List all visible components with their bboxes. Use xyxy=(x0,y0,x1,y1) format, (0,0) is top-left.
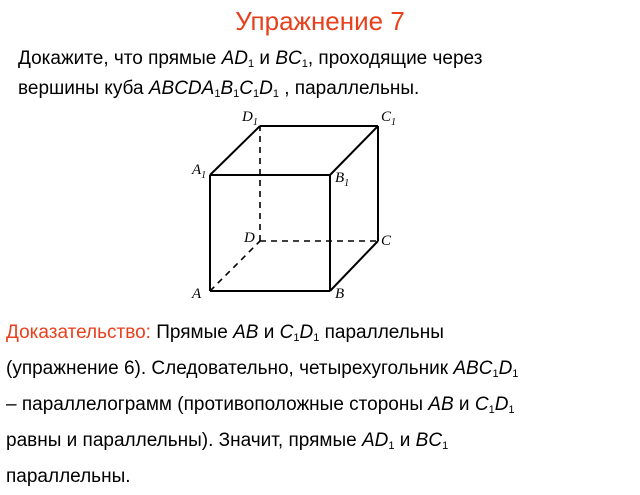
proof-label: Доказательство: xyxy=(6,322,151,343)
cube-diagram xyxy=(180,104,410,306)
quadrilateral-name: ABC xyxy=(453,358,493,379)
statement-text: вершины куба xyxy=(18,78,149,99)
subscript: 1 xyxy=(248,58,255,70)
proof-line-1 xyxy=(6,315,636,351)
segment-c1d1: D xyxy=(299,322,314,343)
cube-name: C xyxy=(239,78,253,99)
statement-text: , проходящие через xyxy=(307,48,483,69)
segment-ab: AB xyxy=(428,394,454,415)
cube-name: D xyxy=(259,78,273,99)
segment-c1d1: D xyxy=(494,394,509,415)
proof-text-run: и xyxy=(258,322,280,343)
exercise-statement xyxy=(18,44,628,104)
proof-text-run: параллельны. xyxy=(6,466,131,487)
statement-text: , параллельны. xyxy=(278,78,420,99)
edge-a1-d1 xyxy=(210,126,260,175)
proof-text-run: и xyxy=(394,430,416,451)
vertex-d1-label: $D_1$ xyxy=(242,109,258,128)
proof-line-3 xyxy=(6,387,636,423)
subscript: 1 xyxy=(233,88,240,100)
line-ad: AD xyxy=(361,430,389,451)
proof-line-4 xyxy=(6,423,636,459)
vertex-b-label: B xyxy=(335,286,345,302)
statement-line-1 xyxy=(18,44,628,74)
subscript: 1 xyxy=(272,88,279,100)
subscript: 1 xyxy=(508,404,515,416)
subscript: 1 xyxy=(512,368,519,380)
subscript: 1 xyxy=(301,58,308,70)
edge-b1-c1 xyxy=(330,126,378,175)
vertex-d-label: D xyxy=(244,230,255,246)
proof-text-run: параллельны xyxy=(319,322,444,343)
vertex-b1-label: $B_1$ xyxy=(335,170,350,189)
vertex-a1-label: $A_1$ xyxy=(192,162,207,181)
subscript: 1 xyxy=(293,332,300,344)
proof-text-run: и xyxy=(453,394,475,415)
cube-name: ABCDA xyxy=(148,78,215,99)
subscript: 1 xyxy=(214,88,221,100)
line-ad: AD xyxy=(221,48,249,69)
proof-line-5 xyxy=(6,459,636,495)
proof-text-run: равны и параллельны). Значит, прямые xyxy=(6,430,362,451)
statement-line-2 xyxy=(18,74,628,104)
line-bc: BC xyxy=(275,48,302,69)
proof-text-run: – параллелограмм (противоположные стороны xyxy=(6,394,429,415)
line-bc: BC xyxy=(415,430,443,451)
segment-c1d1: C xyxy=(279,322,294,343)
quadrilateral-name: D xyxy=(498,358,513,379)
cube-name: B xyxy=(220,78,234,99)
subscript: 1 xyxy=(442,440,449,452)
subscript: 1 xyxy=(252,88,260,100)
subscript: 1 xyxy=(492,368,499,380)
segment-c1d1: C xyxy=(474,394,489,415)
vertex-c1-label: $C_1$ xyxy=(381,109,397,128)
proof-text xyxy=(6,315,636,495)
proof-text-run: (упражнение 6). Следовательно, четырехугольник xyxy=(6,358,454,379)
vertex-a-label: A xyxy=(192,286,202,302)
edge-a-d xyxy=(210,241,260,291)
subscript: 1 xyxy=(388,440,395,452)
proof-line-2 xyxy=(6,351,636,387)
page-title: Упражнение 7 xyxy=(235,6,405,36)
statement-text: Докажите, что прямые xyxy=(18,48,222,69)
subscript: 1 xyxy=(313,332,320,344)
edge-b-c xyxy=(330,241,378,291)
statement-text: и xyxy=(254,48,276,69)
vertex-c-label: C xyxy=(381,233,392,249)
proof-text-run: Прямые xyxy=(150,322,234,343)
subscript: 1 xyxy=(488,404,495,416)
segment-ab: AB xyxy=(233,322,259,343)
